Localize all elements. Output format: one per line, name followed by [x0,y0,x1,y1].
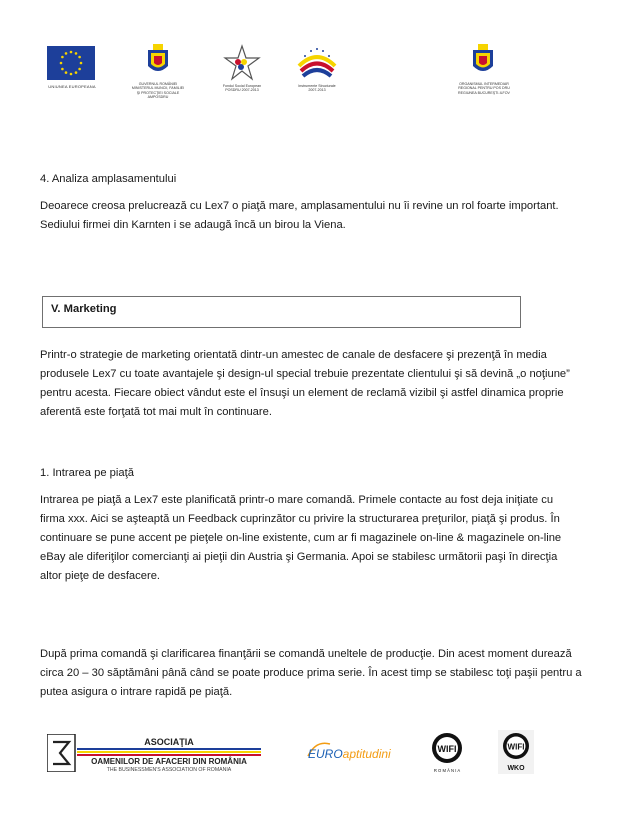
oirposdru-caption-line: ORGANISMUL INTERMEDIAR [459,82,509,86]
oirposdru-caption-line: REGIUNEA BUCUREŞTI-ILFOV [458,90,510,95]
wifi-romania-label: R O M Â N I A [433,768,461,773]
paragraph-line: aferentă este forţată tot mai mult în continuare. [40,406,272,418]
fse-caption [214,84,270,93]
paragraph-line: firma xxx. Aici se aşteaptă un Feedback cuprinzător cu privire la structurarea preţurilor, piaţă şi produs. În [40,513,560,525]
wko-label: WKO [507,765,525,772]
paragraph-line: După prima comandă şi clarificarea finanţării se comandă uneltele de producţie. Din acest moment durează [40,648,572,660]
fse-star-logo [222,44,262,82]
fse-caption-line: Fondul Social European [222,84,262,88]
paragraph-line: Printr-o strategie de marketing orientată dintr-un amestec de canale de desfacere şi prezenţă în media [40,349,547,361]
oirposdru-caption [448,82,520,95]
oirposdru-caption-line: REGIONAL PENTRU POS DRU [458,86,510,91]
instruments-caption [290,84,344,93]
svg-text:EUROaptitudini [308,747,391,761]
instruments-caption-line: 2007-2013 [308,88,326,93]
structural-instruments-logo [295,44,339,82]
aoar-title-1: ASOCIAŢIA [144,737,194,747]
market-entry-paragraph [40,491,561,586]
aoar-title-2: OAMENILOR DE AFACERI DIN ROMÂNIA [91,757,247,766]
paragraph-line: putea asigura o intrare rapidă pe piaţă. [40,686,233,698]
header-logo-row [0,40,638,100]
aoar-logo [47,734,261,772]
eu-flag-logo [47,46,95,80]
ministry-caption-line: ŞI PROTECŢIEI SOCIALE [136,90,180,95]
ministry-caption-line: MINISTERUL MUNCII, FAMILIEI [131,86,185,91]
paragraph-line: produsele Lex7 cu toate avantajele şi design-ul special trebuie prezentate clientului şi să devină „o noţiune” [40,368,570,380]
wifi-label: WIFI [507,742,525,752]
paragraph-line: pentru acesta. Fiecare obiect vândut este el însuşi un element de reclamă vizibil şi astfel dinamica proprie [40,387,564,399]
footer-logo-row [0,728,638,778]
aoar-subtitle: THE BUSINESSMEN'S ASSOCIATION OF ROMANIA [106,767,232,772]
paragraph-line: circa 20 – 30 săptămâni până când se poate produce prima serie. În acest timp se stabilesc toţi paşii pentru a [40,667,582,679]
site-analysis-paragraph [40,197,559,235]
wifi-romania-logo [428,732,466,774]
ministry-coat-of-arms-icon [145,42,171,78]
euro-suffix: aptitudini [342,747,391,761]
market-entry-heading: 1. Intrarea pe piaţă [40,467,134,479]
paragraph-line: Deoarece creosa prelucrează cu Lex7 o piaţă mare, amplasamentului nu îi revine un rol foarte important. [40,200,559,212]
ministry-caption-line: GUVERNUL ROMÂNIEI [138,82,178,86]
euro-prefix: EURO [308,747,343,761]
ministry-caption-line: AMPOSDRU [147,95,169,100]
marketing-heading-box [42,296,521,328]
paragraph-line: eBay ale diferiţilor comercianţi ai pieţii din Austria şi Germania. Apoi se stabilesc următorii paşi în direcţia [40,551,558,563]
eu-caption: UNIUNEA EUROPEANA [48,84,96,89]
ministry-caption [126,82,190,100]
wifi-label: WIFI [437,744,457,754]
paragraph-line: altor pieţe de desfacere. [40,570,161,582]
paragraph-line: Intrarea pe piaţă a Lex7 este planificată printr-o mare comandă. Primele contacte au fost deja iniţiate cu [40,494,554,506]
oirposdru-coat-of-arms-icon [470,42,496,78]
paragraph-line: Sediului firmei din Karnten i se adaugă încă un birou la Viena. [40,219,346,231]
site-analysis-heading: 4. Analiza amplasamentului [40,173,177,185]
wifi-wko-logo [498,730,534,774]
instruments-caption-line: Instrumente Structurale [298,84,336,88]
marketing-paragraph [40,346,570,422]
marketing-heading: V. Marketing [51,303,117,315]
euroaptitudini-logo [304,738,394,764]
fse-caption-line: POSDRU 2007-2013 [225,88,259,93]
paragraph-line: continuare se pune accent pe pieţele on-line existente, cum ar fi magazinele on-line & magazinele on-line [40,532,562,544]
after-order-paragraph [40,645,582,702]
